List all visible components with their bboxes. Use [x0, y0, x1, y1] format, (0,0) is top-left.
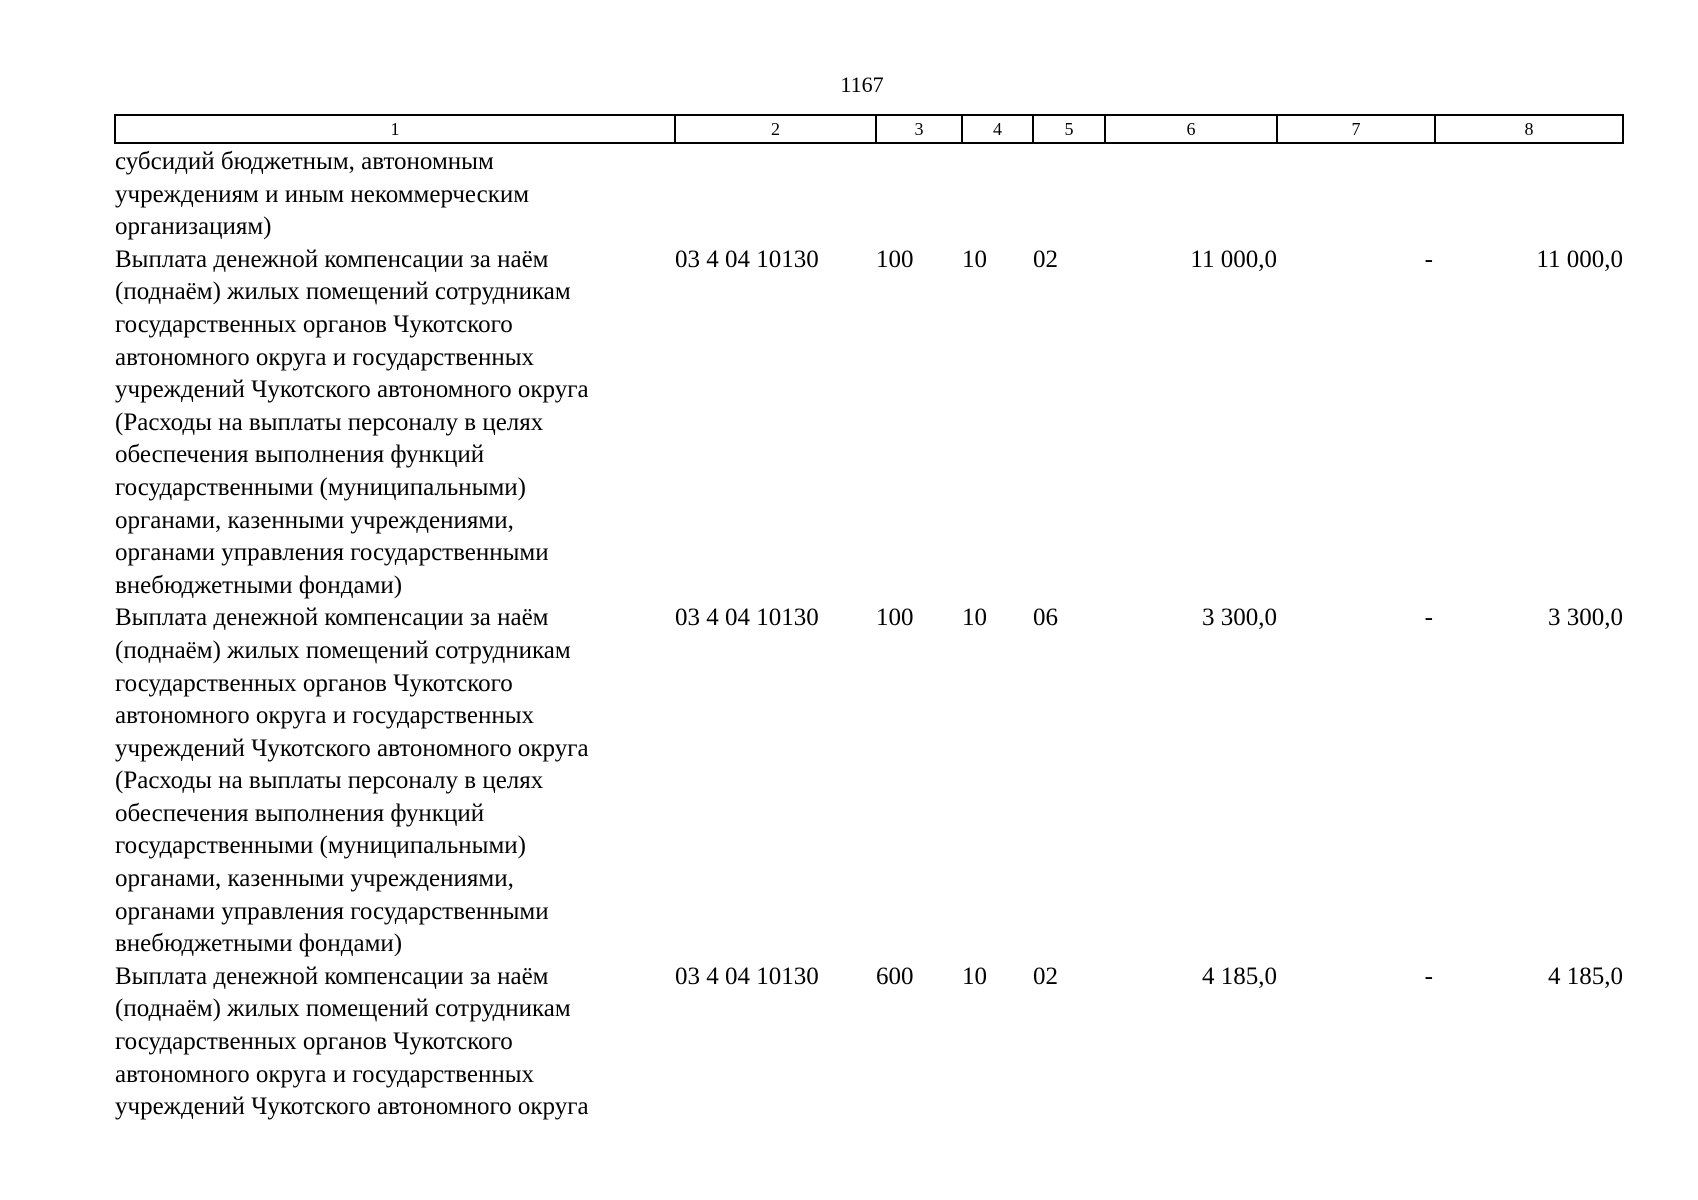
table-row — [115, 143, 1623, 244]
row-expense-type: 100 — [876, 604, 914, 632]
row-amount-8: 11 000,0 — [1536, 245, 1623, 273]
row-amount-6: 4 185,0 — [1202, 962, 1277, 990]
table-header-row — [115, 115, 1623, 143]
table-row — [115, 602, 1623, 961]
row-section: 10 — [962, 604, 987, 632]
row-code: 03 4 04 10130 — [675, 604, 819, 632]
column-header-4: 4 — [962, 115, 1033, 143]
column-header-2: 2 — [675, 115, 876, 143]
row-amount-7 — [1277, 143, 1435, 244]
column-header-7: 7 — [1277, 115, 1435, 143]
row-amount-7: - — [1424, 245, 1433, 273]
table-row — [115, 961, 1623, 1124]
row-code: 03 4 04 10130 — [675, 245, 819, 273]
row-amount-6 — [1105, 143, 1277, 244]
row-subsection — [1033, 143, 1105, 244]
column-header-3: 3 — [876, 115, 962, 143]
column-header-6: 6 — [1105, 115, 1277, 143]
row-code: 03 4 04 10130 — [675, 962, 819, 990]
row-section — [962, 143, 1033, 244]
budget-table — [114, 114, 1624, 1124]
column-header-1: 1 — [115, 115, 675, 143]
row-subsection: 06 — [1033, 604, 1058, 632]
table-row — [115, 244, 1623, 603]
row-amount-8: 3 300,0 — [1548, 604, 1623, 632]
row-expense-type: 600 — [876, 962, 914, 990]
row-amount-7: - — [1424, 604, 1433, 632]
page-number: 1167 — [840, 72, 884, 97]
row-description: Выплата денежной компенсации за наём (поднаём) жилых помещений сотрудникам государственных органов Чукотского автономного округа и государственных учреждений Чукотского автономного округа — [115, 962, 589, 1121]
row-amount-8: 4 185,0 — [1548, 962, 1623, 990]
row-amount-6: 11 000,0 — [1190, 245, 1277, 273]
row-expense-type — [876, 143, 962, 244]
row-section: 10 — [962, 245, 987, 273]
row-subsection: 02 — [1033, 245, 1058, 273]
row-description: Выплата денежной компенсации за наём (поднаём) жилых помещений сотрудникам государственных органов Чукотского автономного округа и государственных учреждений Чукотского автономного округа (Расходы на выплаты персоналу в целях обеспечения выполнения функций государственными (муниципальными) органами, казенными учреждениями, органами управления государственными внебюджетными фондами) — [115, 245, 589, 599]
column-header-5: 5 — [1033, 115, 1105, 143]
row-code — [675, 143, 876, 244]
row-subsection: 02 — [1033, 962, 1058, 990]
row-section: 10 — [962, 962, 987, 990]
column-header-8: 8 — [1435, 115, 1623, 143]
row-expense-type: 100 — [876, 245, 914, 273]
row-amount-7: - — [1424, 962, 1433, 990]
row-description: субсидий бюджетным, автономным учреждениям и иным некоммерческим организациям) — [115, 148, 530, 241]
row-amount-8 — [1435, 143, 1623, 244]
row-amount-6: 3 300,0 — [1202, 604, 1277, 632]
row-description: Выплата денежной компенсации за наём (поднаём) жилых помещений сотрудникам государственных органов Чукотского автономного округа и государственных учреждений Чукотского автономного округа (Расходы на выплаты персоналу в целях обеспечения выполнения функций государственными (муниципальными) органами, казенными учреждениями, органами управления государственными внебюджетными фондами) — [115, 604, 589, 958]
